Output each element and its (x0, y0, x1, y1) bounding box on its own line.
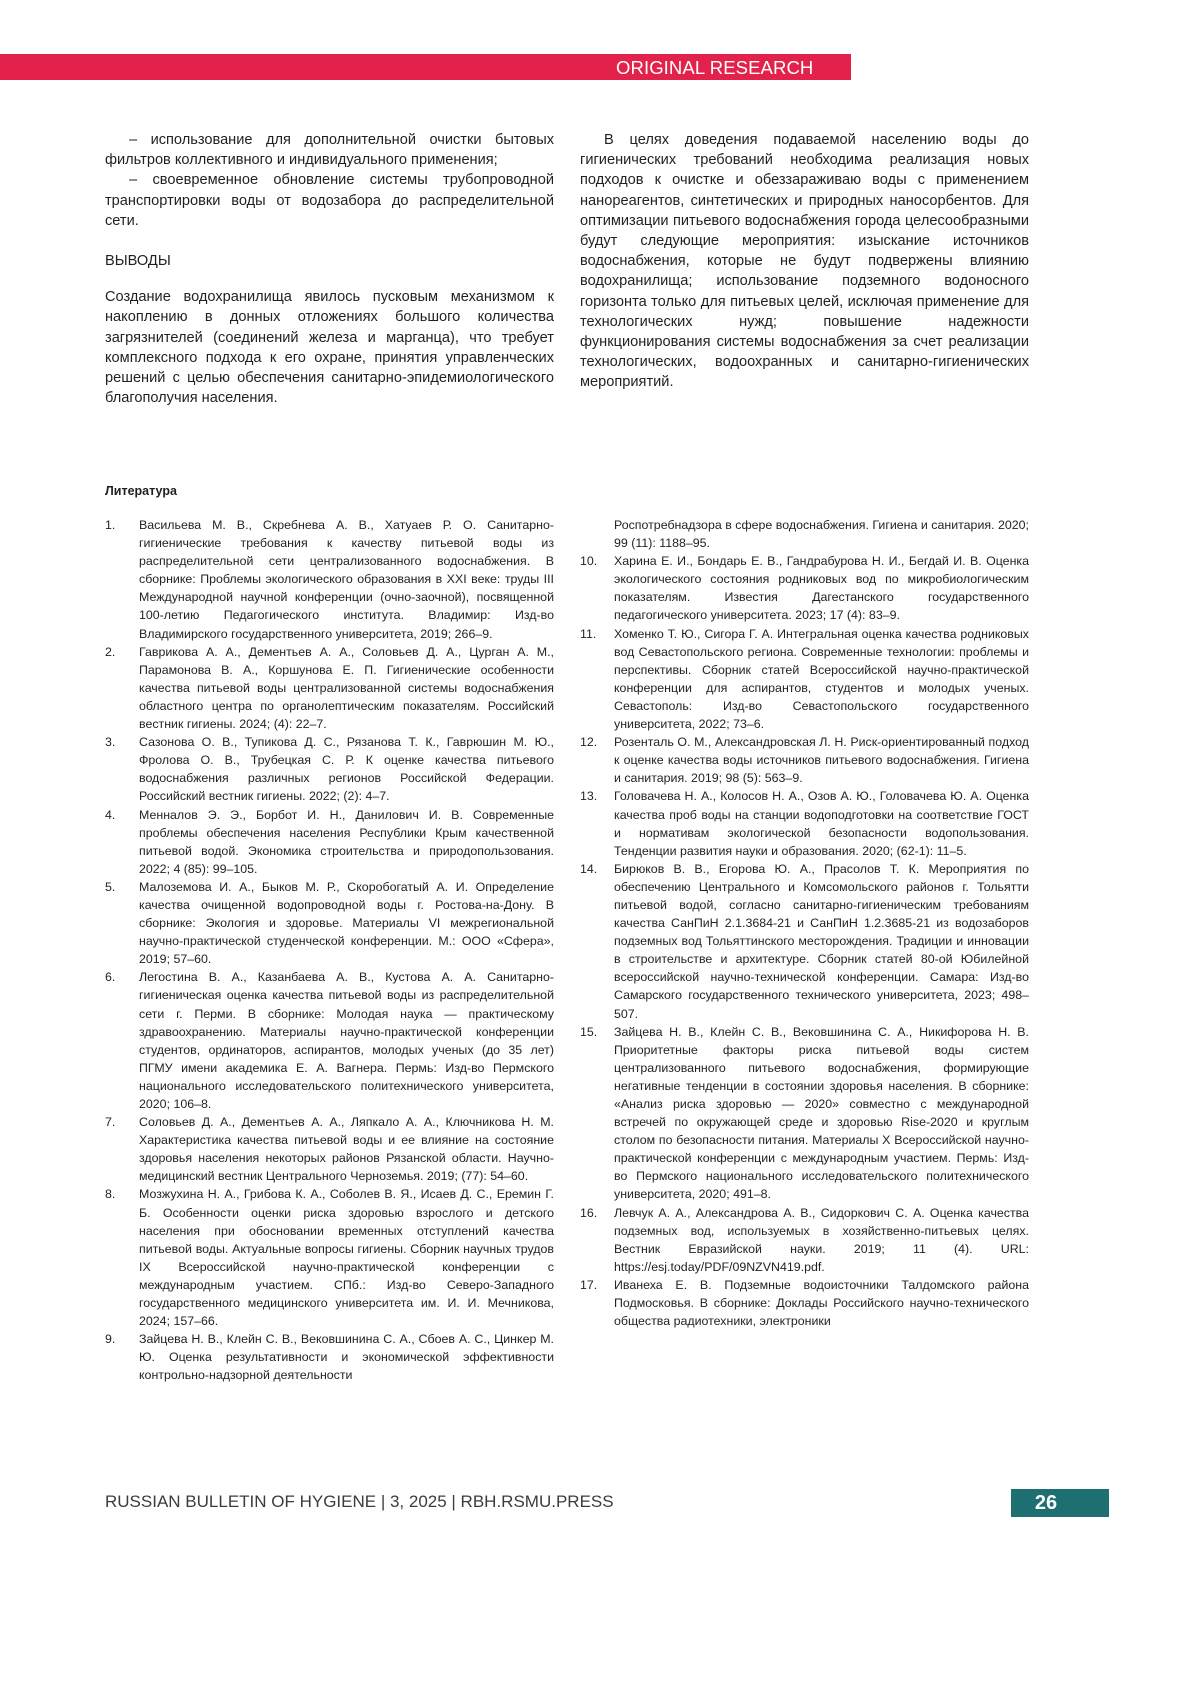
body-paragraph: В целях доведения подаваемой населению воды до гигиенических требований необходима реализация новых подходов к очистке и обеззараживаю воды с применением нанореагентов, синтетических и природных наносорбентов. Для оптимизации питьевого водоснабжения города целесообразными будут следующие мероприятия: изыскание источников водоснабжения, которые не будут подвержены влиянию водохранилища; использование подземного водоносного горизонта только для питьевых целей, исключая применение для технологических нужд; повышение надежности функционирования системы водоснабжения за счет реализации технологических, водоохранных и санитарно-гигиенических мероприятий. (580, 132, 1029, 391)
references-column-left (105, 516, 554, 1385)
reference-number: 7. (105, 1115, 116, 1130)
reference-number: 17. (580, 1277, 598, 1292)
reference-number: 10. (580, 554, 598, 569)
references-column-right (580, 516, 1029, 1330)
reference-item (105, 968, 554, 1113)
reference-text: Иванеха Е. В. Подземные водоисточники Талдомского района Подмосковья. В сборнике: Доклады Российского научно-технического общества радиотехники, электроники (614, 1277, 1029, 1329)
reference-text: Хоменко Т. Ю., Сигора Г. А. Интегральная оценка качества родниковых вод Севастопольского региона. Современные технологии: проблемы и перспективы. Сборник статей Всероссийской научно-практической конференции для аспирантов, студентов и молодых ученых. Севастополь: Изд-во Севастопольского государственного университета, 2022; 73–6. (614, 626, 1029, 732)
reference-number: 14. (580, 861, 598, 876)
reference-item (105, 1330, 554, 1384)
reference-number: 1. (105, 518, 116, 532)
reference-text: Сазонова О. В., Тупикова Д. С., Рязанова Т. К., Гаврюшин М. Ю., Фролова О. В., Трубецкая С. Р. К оценке качества питьевого водоснабжения различных регионов Российской Федерации. Российский вестник гигиены. 2022; (2): 4–7. (139, 735, 554, 804)
reference-item (105, 516, 554, 643)
page-number: 26 (1034, 1492, 1058, 1514)
reference-item (580, 625, 1029, 734)
reference-number: 8. (105, 1187, 116, 1202)
body-paragraph: – использование для дополнительной очистки бытовых фильтров коллективного и индивидуального применения; (105, 132, 554, 169)
reference-text: Бирюков В. В., Егорова Ю. А., Прасолов Т. К. Мероприятия по обеспечению Центрального и Комсомольского районов г. Тольятти питьевой водой, согласно санитарно-гигиеническим требованиям качества СанПиН 2.1.3684-21 и СанПиН 1.2.3685-21 из водозаборов подземных вод Тольяттинского месторождения. Традиции и инновации в строительстве и архитектуре. Сборник статей 80-ой Юбилейной всероссийской научно-технической конференции. Самара: Изд-во Самарского государственного технического университета, 2023; 498–507. (614, 861, 1029, 1021)
reference-text: Зайцева Н. В., Клейн С. В., Вековшинина С. А., Сбоев А. С., Цинкер М. Ю. Оценка результативности и экономической эффективности контрольно-надзорной деятельности (139, 1332, 554, 1383)
reference-item (105, 878, 554, 968)
reference-item (580, 733, 1029, 787)
reference-text: Мозжухина Н. А., Грибова К. А., Соболев В. Я., Исаев Д. С., Еремин Г. Б. Особенности оценки риска здоровью взрослого и детского населения при обосновании временных отступлений качества питьевой воды. Актуальные вопросы гигиены. Сборник научных трудов IX Всероссийской научно-практической конференции с международным участием. СПб.: Изд-во Северо-Западного государственного медицинского университета им. И. И. Мечникова, 2024; 157–66. (139, 1187, 554, 1329)
reference-text: Малоземова И. А., Быков М. Р., Скоробогатый А. И. Определение качества очищенной водопроводной воды г. Ростова-на-Дону. В сборнике: Экология и здоровье. Материалы VI межрегиональной научно-практической студенческой конференции. М.: ООО «Сфера», 2019; 57–60. (139, 879, 554, 967)
reference-text: Соловьев Д. А., Дементьев А. А., Ляпкало А. А., Ключникова Н. М. Характеристика качества питьевой воды и ее влияние на состояние здоровья населения некоторых районов Рязанской области. Научно-медицинский вестник Центрального Черноземья. 2019; (77): 54–60. (139, 1115, 554, 1184)
reference-continuation: Роспотребнадзора в сфере водоснабжения. Гигиена и санитария. 2020; 99 (11): 1188–95. (614, 518, 1029, 551)
reference-number: 2. (105, 644, 116, 659)
body-column-right (580, 130, 1029, 393)
reference-item (105, 1113, 554, 1185)
reference-text: Зайцева Н. В., Клейн С. В., Вековшинина С. А., Никифорова Н. В. Приоритетные факторы риска питьевой воды систем централизованного питьевого водоснабжения, формирующие негативные тенденции в состоянии здоровья населения. В сборнике: «Анализ риска здоровью — 2020» совместно с международной встречей по окружающей среде и здоровью Rise-2020 и круглым столом по безопасности питания. Материалы X Всероссийской научно-практической конференции с международным участием. Пермь: Изд-во Пермского национального исследовательского политехнического университета, 2020; 491–8. (614, 1024, 1029, 1202)
reference-text: Розенталь О. М., Александровская Л. Н. Риск-ориентированный подход к оценке качества воды источников питьевого водоснабжения. Гигиена и санитария. 2019; 98 (5): 563–9. (614, 735, 1029, 786)
reference-text: Головачева Н. А., Колосов Н. А., Озов А. Ю., Головачева Ю. А. Оценка качества проб воды на станции водоподготовки на соответствие ГОСТ и нормативам экологической безопасности водопользования. Тенденции развития науки и образования. 2020; (62-1): 11–5. (614, 789, 1029, 858)
reference-number: 15. (580, 1024, 598, 1039)
reference-number: 5. (105, 879, 116, 894)
reference-item (105, 1185, 554, 1330)
reference-number: 3. (105, 735, 116, 750)
references-title: Литература (105, 484, 177, 498)
reference-number: 13. (580, 789, 598, 804)
reference-text: Харина Е. И., Бондарь Е. В., Гандрабурова Н. И., Бегдай И. В. Оценка экологического состояния родниковых вод по микробиологическим показателям. Известия Дагестанского государственного педагогического университета. 2023; 17 (4): 83–9. (614, 554, 1029, 623)
reference-item (580, 1023, 1029, 1204)
section-label: ORIGINAL RESEARCH (616, 57, 814, 78)
reference-text: Левчук А. А., Александрова А. В., Сидоркович С. А. Оценка качества подземных вод, используемых в хозяйственно-питьевых целях. Вестник Евразийской науки. 2019; 11 (4). URL: https://esj.today/PDF/09NZVN419.pdf. (614, 1205, 1029, 1274)
reference-text: Васильева М. В., Скребнева А. В., Хатуаев Р. О. Санитарно-гигиенические требования к качеству питьевой воды из распределительной сети централизованного водоснабжения. В сборнике: Проблемы экологического образования в XXI веке: труды III Международной научной конференции (очно-заочной), посвященной 100-летию Педагогического института. Владимир: Изд-во Владимирского государственного университета, 2019; 266–9. (139, 518, 554, 641)
reference-text: Легостина В. А., Казанбаева А. В., Кустова А. А. Санитарно-гигиеническая оценка качества питьевой воды из распределительной сети г. Перми. В сборнике: Молодая наука — практическому здравоохранению. Материалы научно-практической конференции студентов, ординаторов, аспирантов, молодых ученых (до 35 лет) ПГМУ имени академика Е. А. Вагнера. Пермь: Изд-во Пермского национального исследовательского политехнического университета, 2020; 106–8. (139, 970, 554, 1111)
section-heading: ВЫВОДЫ (105, 253, 171, 270)
reference-number: 4. (105, 807, 116, 822)
reference-text: Гаврикова А. А., Дементьев А. А., Соловьев Д. А., Цурган А. М., Парамонова В. А., Коршунова Е. П. Гигиенические особенности качества питьевой воды централизованной системы водоснабжения областного центра по органолептическим показателям. Российский вестник гигиены. 2024; (4): 22–7. (139, 644, 554, 732)
reference-item (105, 733, 554, 805)
reference-item (105, 806, 554, 878)
reference-item (580, 1204, 1029, 1276)
reference-number: 12. (580, 735, 598, 750)
reference-number: 6. (105, 970, 116, 985)
body-column-left (105, 130, 554, 408)
journal-footer: RUSSIAN BULLETIN OF HYGIENE | 3, 2025 | RBH.RSMU.PRESS (105, 1492, 614, 1511)
reference-text: Менналов Э. Э., Борбот И. Н., Данилович И. В. Современные проблемы обеспечения населения Республики Крым качественной питьевой водой. Экономика строительства и природопользования. 2022; 4 (85): 99–105. (139, 807, 554, 876)
reference-number: 16. (580, 1205, 598, 1220)
reference-item (105, 643, 554, 733)
body-paragraph: Создание водохранилища явилось пусковым механизмом к накоплению в донных отложениях большого количества загрязнителей (соединений железа и марганца), что требует комплексного подхода к его охране, принятия управленческих решений с целью обеспечения санитарно-эпидемиологического благополучия населения. (105, 289, 554, 407)
reference-item (580, 787, 1029, 859)
reference-number: 11. (580, 626, 597, 641)
reference-number: 9. (105, 1332, 116, 1347)
reference-item (580, 552, 1029, 624)
reference-item (580, 860, 1029, 1023)
reference-item (580, 1276, 1029, 1330)
body-paragraph: – своевременное обновление системы трубопроводной транспортировки воды от водозабора до распределительной сети. (105, 172, 554, 229)
